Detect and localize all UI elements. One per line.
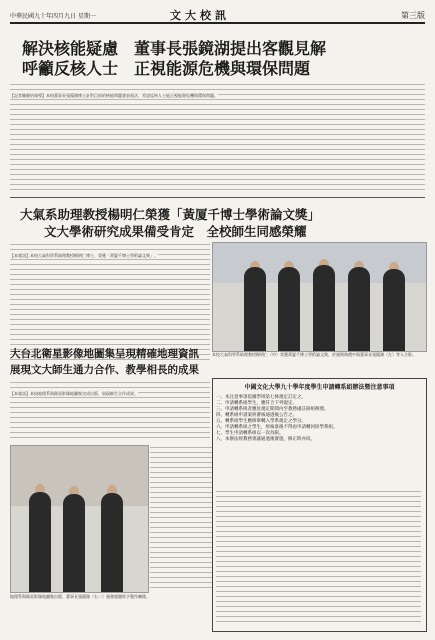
notice-item: 三、申請轉系組者應於規定期間內至教務處註冊組辦理。 xyxy=(216,407,329,412)
notice-item: 八、本辦法經教務會議通過後實施，修正時亦同。 xyxy=(216,437,315,442)
article3-body xyxy=(10,380,210,442)
article3-lead: 【本報訊】本校地理系與衛星影像地圖集完成出版，展現師生合作成果。 xyxy=(10,391,138,396)
newspaper-title: 文大校訊 xyxy=(170,9,230,22)
notice-details xyxy=(216,489,421,625)
article2-lead: 【本報訊】本校大氣科學系助理教授楊明仁博士，榮獲「黃厦千博士學術論文獎」。 xyxy=(10,253,158,258)
map-atlas-photo xyxy=(10,445,149,593)
notice-item: 一、本注意事項依據學則第七條規定訂定之。 xyxy=(216,395,306,400)
article2-headline-1: 大氣系助理教授楊明仁榮獲「黃厦千博士學術論文獎」 xyxy=(20,207,321,222)
map-atlas-caption: 地理系與衛星影像地圖集出版，董事長張鏡湖（右二）頒發感謝狀予製作團隊。 xyxy=(10,594,150,599)
article1-lead: 【記者陳靜怡報導】本校董事長張鏡湖博士針對目前的核能問題發表看法，希望反核人士能正視能源危機與環保問題。 xyxy=(10,93,218,98)
article1-headline-2: 呼籲反核人士 正視能源危機與環保問題 xyxy=(22,59,311,78)
issue-date: 中華民國九十年四月九日 星期一 xyxy=(10,13,96,20)
section-divider xyxy=(10,197,425,198)
article2-body xyxy=(10,242,210,362)
notice-item: 六、申請轉系組之學生，經核准後不得再申請轉回原學系組。 xyxy=(216,425,338,430)
award-photo-caption: 本校大氣科學系助理教授楊明仁（中）榮獲黃厦千博士學術論文獎，於頒獎典禮中與董事長張鏡湖（左）等人合影。 xyxy=(212,352,416,357)
article3-headline-2: 展現文大師生通力合作、教學相長的成果 xyxy=(10,364,199,376)
article1-headline-1: 解決核能疑慮 董事長張鏡湖提出客觀見解 xyxy=(22,39,327,58)
edition-label: 第三版 xyxy=(401,11,425,20)
article3-body-continued xyxy=(150,445,212,591)
article1-body xyxy=(10,82,425,192)
article3-headline-1: 大台北衛星影像地圖集呈現精確地理資訊 xyxy=(10,348,199,360)
notice-item: 二、申請轉系組學生，應符合下列規定。 xyxy=(216,401,297,406)
article2-headline-2: 文大學術研究成果備受肯定 全校師生同感榮耀 xyxy=(44,224,307,239)
award-photo xyxy=(212,242,427,352)
notice-item: 七、學生申請轉系組以一次為限。 xyxy=(216,431,284,436)
page-header xyxy=(10,6,425,24)
transfer-notice-box xyxy=(212,378,427,632)
notice-item: 五、轉系組學生應修畢轉入學系規定之學分。 xyxy=(216,419,306,424)
notice-item: 四、轉系組申請案經審核通過後公告之。 xyxy=(216,413,297,418)
notice-title: 中國文化大學九十學年度學生申請轉系組辦法暨注意事項 xyxy=(244,384,395,391)
